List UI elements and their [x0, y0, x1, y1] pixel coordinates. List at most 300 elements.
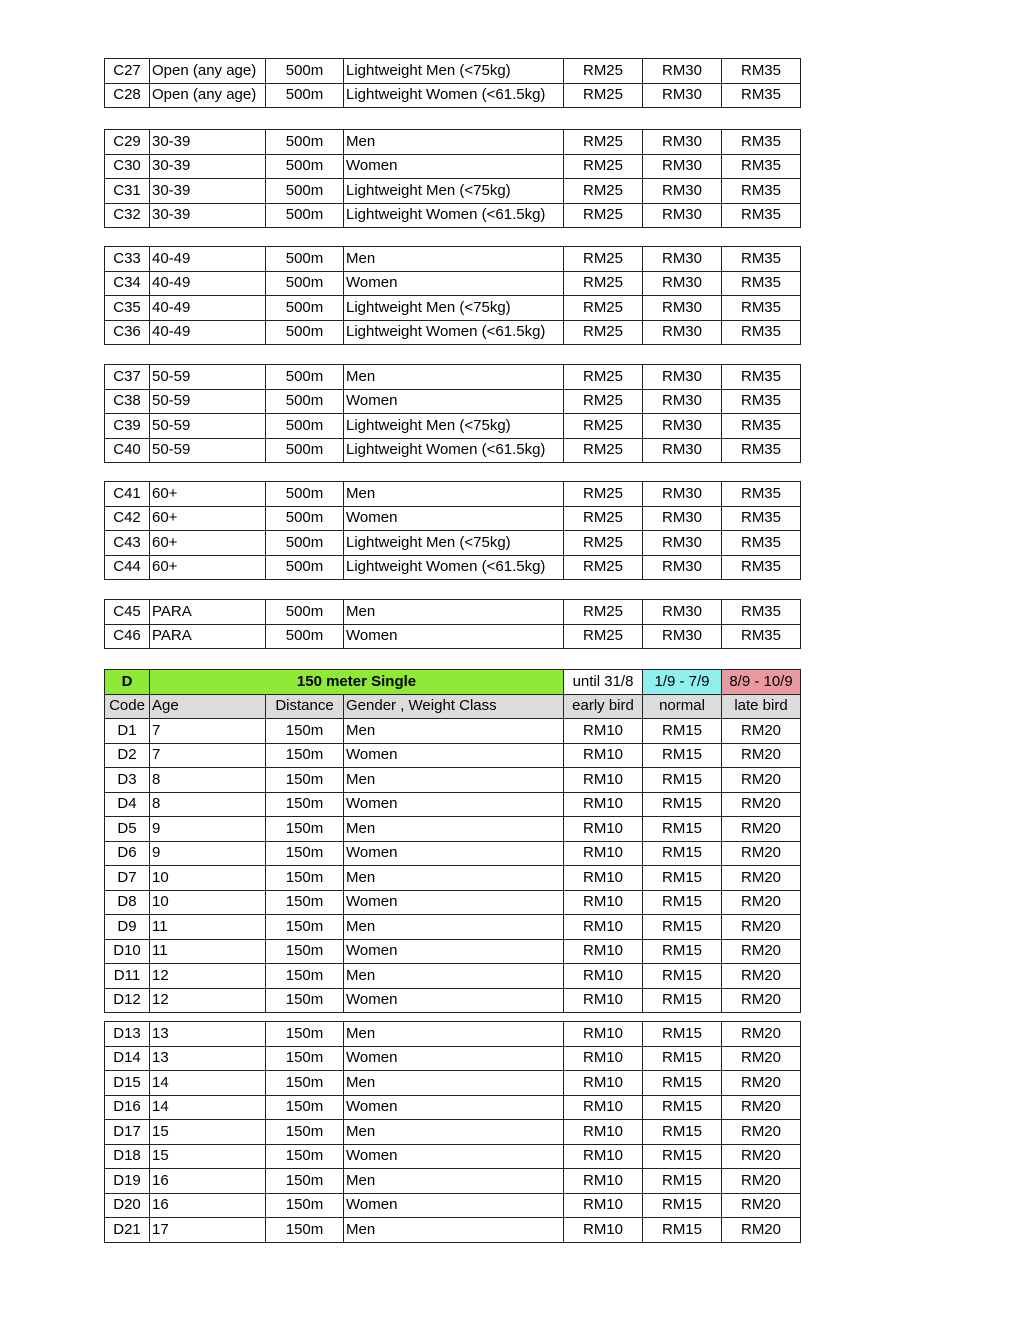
gender-weight-cell: Lightweight Women (<61.5kg) [344, 320, 564, 345]
code-cell: D21 [105, 1218, 150, 1243]
gender-weight-cell: Women [344, 1046, 564, 1071]
normal-fee-cell: RM30 [643, 247, 722, 272]
table-row [105, 743, 801, 768]
early-bird-fee-cell: RM25 [564, 320, 643, 345]
normal-fee-cell: RM15 [643, 866, 722, 891]
normal-fee-cell: RM30 [643, 531, 722, 556]
distance-cell: 150m [266, 964, 344, 989]
distance-cell: 150m [266, 1169, 344, 1194]
code-cell: C39 [105, 414, 150, 439]
late-bird-fee-cell: RM20 [722, 1046, 801, 1071]
early-bird-fee-cell: RM10 [564, 939, 643, 964]
table-row [105, 1218, 801, 1243]
normal-fee-cell: RM30 [643, 506, 722, 531]
late-bird-fee-cell: RM35 [722, 365, 801, 390]
early-bird-fee-cell: RM10 [564, 719, 643, 744]
table-row [105, 203, 801, 228]
distance-cell: 500m [266, 179, 344, 204]
age-cell: 60+ [150, 531, 266, 556]
code-cell: D14 [105, 1046, 150, 1071]
distance-cell: 500m [266, 59, 344, 84]
gender-weight-cell: Women [344, 743, 564, 768]
age-cell: 16 [150, 1193, 266, 1218]
table-row [105, 964, 801, 989]
fee-table [104, 669, 801, 1013]
table-row [105, 59, 801, 84]
late-bird-fee-cell: RM20 [722, 1095, 801, 1120]
late-bird-fee-cell: RM35 [722, 83, 801, 108]
distance-cell: 150m [266, 915, 344, 940]
column-header: early bird [564, 694, 643, 719]
fee-table [104, 246, 801, 345]
late-bird-fee-cell: RM20 [722, 915, 801, 940]
distance-cell: 150m [266, 1071, 344, 1096]
age-cell: 30-39 [150, 154, 266, 179]
table-row [105, 83, 801, 108]
late-bird-fee-cell: RM35 [722, 438, 801, 463]
distance-cell: 150m [266, 841, 344, 866]
table-row [105, 1169, 801, 1194]
distance-cell: 150m [266, 1095, 344, 1120]
age-cell: 30-39 [150, 179, 266, 204]
column-header: late bird [722, 694, 801, 719]
distance-cell: 500m [266, 482, 344, 507]
late-bird-fee-cell: RM35 [722, 482, 801, 507]
table-row [105, 939, 801, 964]
normal-fee-cell: RM15 [643, 964, 722, 989]
group-code: D [105, 670, 150, 695]
late-bird-fee-cell: RM35 [722, 59, 801, 84]
late-bird-fee-cell: RM35 [722, 506, 801, 531]
age-cell: 30-39 [150, 130, 266, 155]
age-cell: 13 [150, 1046, 266, 1071]
table-row [105, 365, 801, 390]
early-bird-fee-cell: RM25 [564, 438, 643, 463]
late-bird-fee-cell: RM35 [722, 555, 801, 580]
table-row [105, 988, 801, 1013]
gender-weight-cell: Women [344, 389, 564, 414]
table-row [105, 531, 801, 556]
age-cell: 8 [150, 768, 266, 793]
table-row [105, 179, 801, 204]
early-bird-fee-cell: RM10 [564, 1169, 643, 1194]
code-cell: D18 [105, 1144, 150, 1169]
gender-weight-cell: Women [344, 506, 564, 531]
early-bird-fee-cell: RM10 [564, 841, 643, 866]
normal-fee-cell: RM30 [643, 414, 722, 439]
age-cell: 40-49 [150, 271, 266, 296]
distance-cell: 150m [266, 1046, 344, 1071]
early-bird-fee-cell: RM25 [564, 624, 643, 649]
early-bird-fee-cell: RM10 [564, 1071, 643, 1096]
distance-cell: 150m [266, 988, 344, 1013]
early-bird-fee-cell: RM10 [564, 964, 643, 989]
distance-cell: 150m [266, 1144, 344, 1169]
gender-weight-cell: Men [344, 1120, 564, 1145]
gender-weight-cell: Women [344, 1144, 564, 1169]
age-cell: 50-59 [150, 414, 266, 439]
age-cell: 17 [150, 1218, 266, 1243]
distance-cell: 500m [266, 247, 344, 272]
gender-weight-cell: Lightweight Women (<61.5kg) [344, 203, 564, 228]
fee-table [104, 481, 801, 580]
distance-cell: 150m [266, 743, 344, 768]
late-bird-fee-cell: RM20 [722, 866, 801, 891]
code-cell: C34 [105, 271, 150, 296]
normal-fee-cell: RM30 [643, 600, 722, 625]
age-cell: 8 [150, 792, 266, 817]
late-bird-fee-cell: RM20 [722, 1218, 801, 1243]
table-row [105, 389, 801, 414]
gender-weight-cell: Lightweight Men (<75kg) [344, 179, 564, 204]
age-cell: Open (any age) [150, 59, 266, 84]
age-cell: 30-39 [150, 203, 266, 228]
distance-cell: 150m [266, 1022, 344, 1047]
code-cell: D6 [105, 841, 150, 866]
fee-table [104, 58, 801, 108]
early-bird-period: until 31/8 [564, 670, 643, 695]
early-bird-fee-cell: RM25 [564, 506, 643, 531]
gender-weight-cell: Women [344, 271, 564, 296]
gender-weight-cell: Men [344, 719, 564, 744]
table-row [105, 1120, 801, 1145]
gender-weight-cell: Men [344, 482, 564, 507]
early-bird-fee-cell: RM10 [564, 1120, 643, 1145]
early-bird-fee-cell: RM25 [564, 271, 643, 296]
code-cell: C42 [105, 506, 150, 531]
early-bird-fee-cell: RM10 [564, 792, 643, 817]
distance-cell: 500m [266, 154, 344, 179]
normal-fee-cell: RM30 [643, 154, 722, 179]
age-cell: 50-59 [150, 389, 266, 414]
normal-fee-cell: RM30 [643, 555, 722, 580]
early-bird-fee-cell: RM25 [564, 130, 643, 155]
table-row [105, 482, 801, 507]
early-bird-fee-cell: RM10 [564, 817, 643, 842]
gender-weight-cell: Lightweight Men (<75kg) [344, 59, 564, 84]
late-bird-fee-cell: RM20 [722, 1144, 801, 1169]
normal-fee-cell: RM30 [643, 130, 722, 155]
code-cell: D10 [105, 939, 150, 964]
normal-fee-cell: RM15 [643, 1144, 722, 1169]
distance-cell: 150m [266, 792, 344, 817]
early-bird-fee-cell: RM25 [564, 203, 643, 228]
late-bird-fee-cell: RM20 [722, 988, 801, 1013]
late-bird-fee-cell: RM35 [722, 531, 801, 556]
early-bird-fee-cell: RM25 [564, 531, 643, 556]
fee-table [104, 129, 801, 228]
late-bird-fee-cell: RM35 [722, 203, 801, 228]
distance-cell: 150m [266, 1193, 344, 1218]
code-cell: C31 [105, 179, 150, 204]
age-cell: 14 [150, 1095, 266, 1120]
code-cell: D12 [105, 988, 150, 1013]
late-bird-fee-cell: RM35 [722, 296, 801, 321]
gender-weight-cell: Men [344, 866, 564, 891]
late-bird-fee-cell: RM35 [722, 320, 801, 345]
normal-fee-cell: RM15 [643, 939, 722, 964]
code-cell: D20 [105, 1193, 150, 1218]
code-cell: C33 [105, 247, 150, 272]
early-bird-fee-cell: RM25 [564, 482, 643, 507]
early-bird-fee-cell: RM10 [564, 866, 643, 891]
late-bird-fee-cell: RM35 [722, 179, 801, 204]
gender-weight-cell: Men [344, 964, 564, 989]
gender-weight-cell: Men [344, 130, 564, 155]
code-cell: D5 [105, 817, 150, 842]
table-row [105, 890, 801, 915]
code-cell: D4 [105, 792, 150, 817]
normal-fee-cell: RM30 [643, 296, 722, 321]
table-row [105, 915, 801, 940]
late-bird-period: 8/9 - 10/9 [722, 670, 801, 695]
code-cell: C32 [105, 203, 150, 228]
gender-weight-cell: Women [344, 841, 564, 866]
gender-weight-cell: Men [344, 365, 564, 390]
column-header: normal [643, 694, 722, 719]
distance-cell: 500m [266, 365, 344, 390]
distance-cell: 500m [266, 506, 344, 531]
age-cell: 11 [150, 939, 266, 964]
code-cell: D15 [105, 1071, 150, 1096]
table-row [105, 1046, 801, 1071]
early-bird-fee-cell: RM25 [564, 83, 643, 108]
late-bird-fee-cell: RM20 [722, 939, 801, 964]
normal-fee-cell: RM30 [643, 83, 722, 108]
normal-fee-cell: RM15 [643, 1046, 722, 1071]
fee-table [104, 599, 801, 649]
gender-weight-cell: Lightweight Women (<61.5kg) [344, 83, 564, 108]
code-cell: D13 [105, 1022, 150, 1047]
table-row [105, 271, 801, 296]
early-bird-fee-cell: RM10 [564, 1046, 643, 1071]
distance-cell: 150m [266, 719, 344, 744]
late-bird-fee-cell: RM20 [722, 1193, 801, 1218]
table-row [105, 320, 801, 345]
age-cell: 13 [150, 1022, 266, 1047]
late-bird-fee-cell: RM35 [722, 130, 801, 155]
early-bird-fee-cell: RM25 [564, 555, 643, 580]
early-bird-fee-cell: RM10 [564, 768, 643, 793]
distance-cell: 500m [266, 414, 344, 439]
age-cell: 50-59 [150, 438, 266, 463]
code-cell: C45 [105, 600, 150, 625]
normal-fee-cell: RM15 [643, 1022, 722, 1047]
distance-cell: 500m [266, 624, 344, 649]
late-bird-fee-cell: RM20 [722, 743, 801, 768]
gender-weight-cell: Men [344, 1169, 564, 1194]
age-cell: 10 [150, 890, 266, 915]
late-bird-fee-cell: RM20 [722, 1169, 801, 1194]
table-row [105, 296, 801, 321]
table-row [105, 817, 801, 842]
early-bird-fee-cell: RM10 [564, 988, 643, 1013]
code-cell: D11 [105, 964, 150, 989]
normal-fee-cell: RM15 [643, 1169, 722, 1194]
distance-cell: 500m [266, 555, 344, 580]
normal-fee-cell: RM15 [643, 1193, 722, 1218]
early-bird-fee-cell: RM25 [564, 389, 643, 414]
normal-fee-cell: RM15 [643, 817, 722, 842]
table-row [105, 506, 801, 531]
code-cell: C28 [105, 83, 150, 108]
age-cell: 15 [150, 1120, 266, 1145]
gender-weight-cell: Lightweight Men (<75kg) [344, 414, 564, 439]
early-bird-fee-cell: RM10 [564, 1144, 643, 1169]
distance-cell: 150m [266, 817, 344, 842]
age-cell: 50-59 [150, 365, 266, 390]
early-bird-fee-cell: RM10 [564, 1022, 643, 1047]
early-bird-fee-cell: RM25 [564, 414, 643, 439]
code-cell: D16 [105, 1095, 150, 1120]
gender-weight-cell: Lightweight Men (<75kg) [344, 296, 564, 321]
code-cell: C35 [105, 296, 150, 321]
code-cell: D1 [105, 719, 150, 744]
table-row [105, 1095, 801, 1120]
distance-cell: 150m [266, 1120, 344, 1145]
distance-cell: 150m [266, 890, 344, 915]
code-cell: C29 [105, 130, 150, 155]
late-bird-fee-cell: RM20 [722, 792, 801, 817]
early-bird-fee-cell: RM10 [564, 1095, 643, 1120]
gender-weight-cell: Women [344, 890, 564, 915]
early-bird-fee-cell: RM10 [564, 1218, 643, 1243]
distance-cell: 150m [266, 939, 344, 964]
age-cell: 9 [150, 841, 266, 866]
distance-cell: 500m [266, 320, 344, 345]
table-row [105, 719, 801, 744]
age-cell: PARA [150, 624, 266, 649]
code-cell: D17 [105, 1120, 150, 1145]
gender-weight-cell: Men [344, 1071, 564, 1096]
code-cell: C40 [105, 438, 150, 463]
code-cell: D7 [105, 866, 150, 891]
gender-weight-cell: Women [344, 154, 564, 179]
age-cell: 12 [150, 988, 266, 1013]
gender-weight-cell: Lightweight Men (<75kg) [344, 531, 564, 556]
table-row [105, 1022, 801, 1047]
age-cell: 12 [150, 964, 266, 989]
age-cell: 10 [150, 866, 266, 891]
normal-fee-cell: RM15 [643, 719, 722, 744]
late-bird-fee-cell: RM35 [722, 600, 801, 625]
early-bird-fee-cell: RM10 [564, 915, 643, 940]
age-cell: Open (any age) [150, 83, 266, 108]
normal-fee-cell: RM15 [643, 988, 722, 1013]
code-cell: D2 [105, 743, 150, 768]
early-bird-fee-cell: RM25 [564, 600, 643, 625]
fee-table [104, 364, 801, 463]
distance-cell: 500m [266, 203, 344, 228]
gender-weight-cell: Women [344, 1095, 564, 1120]
late-bird-fee-cell: RM35 [722, 271, 801, 296]
distance-cell: 500m [266, 296, 344, 321]
late-bird-fee-cell: RM20 [722, 1120, 801, 1145]
early-bird-fee-cell: RM25 [564, 365, 643, 390]
normal-fee-cell: RM15 [643, 792, 722, 817]
table-row [105, 1144, 801, 1169]
age-cell: 11 [150, 915, 266, 940]
code-cell: C27 [105, 59, 150, 84]
age-cell: 16 [150, 1169, 266, 1194]
fee-table [104, 1021, 801, 1243]
late-bird-fee-cell: RM35 [722, 389, 801, 414]
normal-fee-cell: RM15 [643, 743, 722, 768]
gender-weight-cell: Lightweight Women (<61.5kg) [344, 555, 564, 580]
normal-fee-cell: RM30 [643, 389, 722, 414]
table-row [105, 841, 801, 866]
late-bird-fee-cell: RM20 [722, 1071, 801, 1096]
late-bird-fee-cell: RM20 [722, 841, 801, 866]
code-cell: D19 [105, 1169, 150, 1194]
early-bird-fee-cell: RM25 [564, 154, 643, 179]
code-cell: D8 [105, 890, 150, 915]
distance-cell: 150m [266, 1218, 344, 1243]
gender-weight-cell: Women [344, 792, 564, 817]
late-bird-fee-cell: RM35 [722, 247, 801, 272]
late-bird-fee-cell: RM35 [722, 624, 801, 649]
group-header-row [105, 670, 801, 695]
age-cell: 9 [150, 817, 266, 842]
column-header: Code [105, 694, 150, 719]
distance-cell: 500m [266, 83, 344, 108]
late-bird-fee-cell: RM35 [722, 414, 801, 439]
normal-fee-cell: RM15 [643, 768, 722, 793]
early-bird-fee-cell: RM25 [564, 247, 643, 272]
table-row [105, 866, 801, 891]
normal-fee-cell: RM15 [643, 1095, 722, 1120]
age-cell: 7 [150, 743, 266, 768]
gender-weight-cell: Men [344, 600, 564, 625]
age-cell: 15 [150, 1144, 266, 1169]
gender-weight-cell: Lightweight Women (<61.5kg) [344, 438, 564, 463]
column-header: Distance [266, 694, 344, 719]
gender-weight-cell: Women [344, 1193, 564, 1218]
distance-cell: 150m [266, 768, 344, 793]
late-bird-fee-cell: RM20 [722, 964, 801, 989]
age-cell: 40-49 [150, 247, 266, 272]
early-bird-fee-cell: RM10 [564, 890, 643, 915]
group-title: 150 meter Single [150, 670, 564, 695]
gender-weight-cell: Men [344, 768, 564, 793]
normal-fee-cell: RM30 [643, 320, 722, 345]
table-row [105, 555, 801, 580]
early-bird-fee-cell: RM10 [564, 1193, 643, 1218]
normal-fee-cell: RM15 [643, 1071, 722, 1096]
normal-fee-cell: RM30 [643, 624, 722, 649]
table-row [105, 247, 801, 272]
distance-cell: 500m [266, 130, 344, 155]
code-cell: C43 [105, 531, 150, 556]
code-cell: C44 [105, 555, 150, 580]
code-cell: D3 [105, 768, 150, 793]
gender-weight-cell: Men [344, 1218, 564, 1243]
gender-weight-cell: Women [344, 624, 564, 649]
late-bird-fee-cell: RM20 [722, 768, 801, 793]
gender-weight-cell: Women [344, 988, 564, 1013]
table-row [105, 130, 801, 155]
age-cell: 60+ [150, 482, 266, 507]
code-cell: C36 [105, 320, 150, 345]
normal-fee-cell: RM30 [643, 179, 722, 204]
early-bird-fee-cell: RM25 [564, 179, 643, 204]
normal-fee-cell: RM15 [643, 1218, 722, 1243]
table-row [105, 768, 801, 793]
table-row [105, 792, 801, 817]
code-cell: C46 [105, 624, 150, 649]
normal-fee-cell: RM30 [643, 59, 722, 84]
early-bird-fee-cell: RM10 [564, 743, 643, 768]
